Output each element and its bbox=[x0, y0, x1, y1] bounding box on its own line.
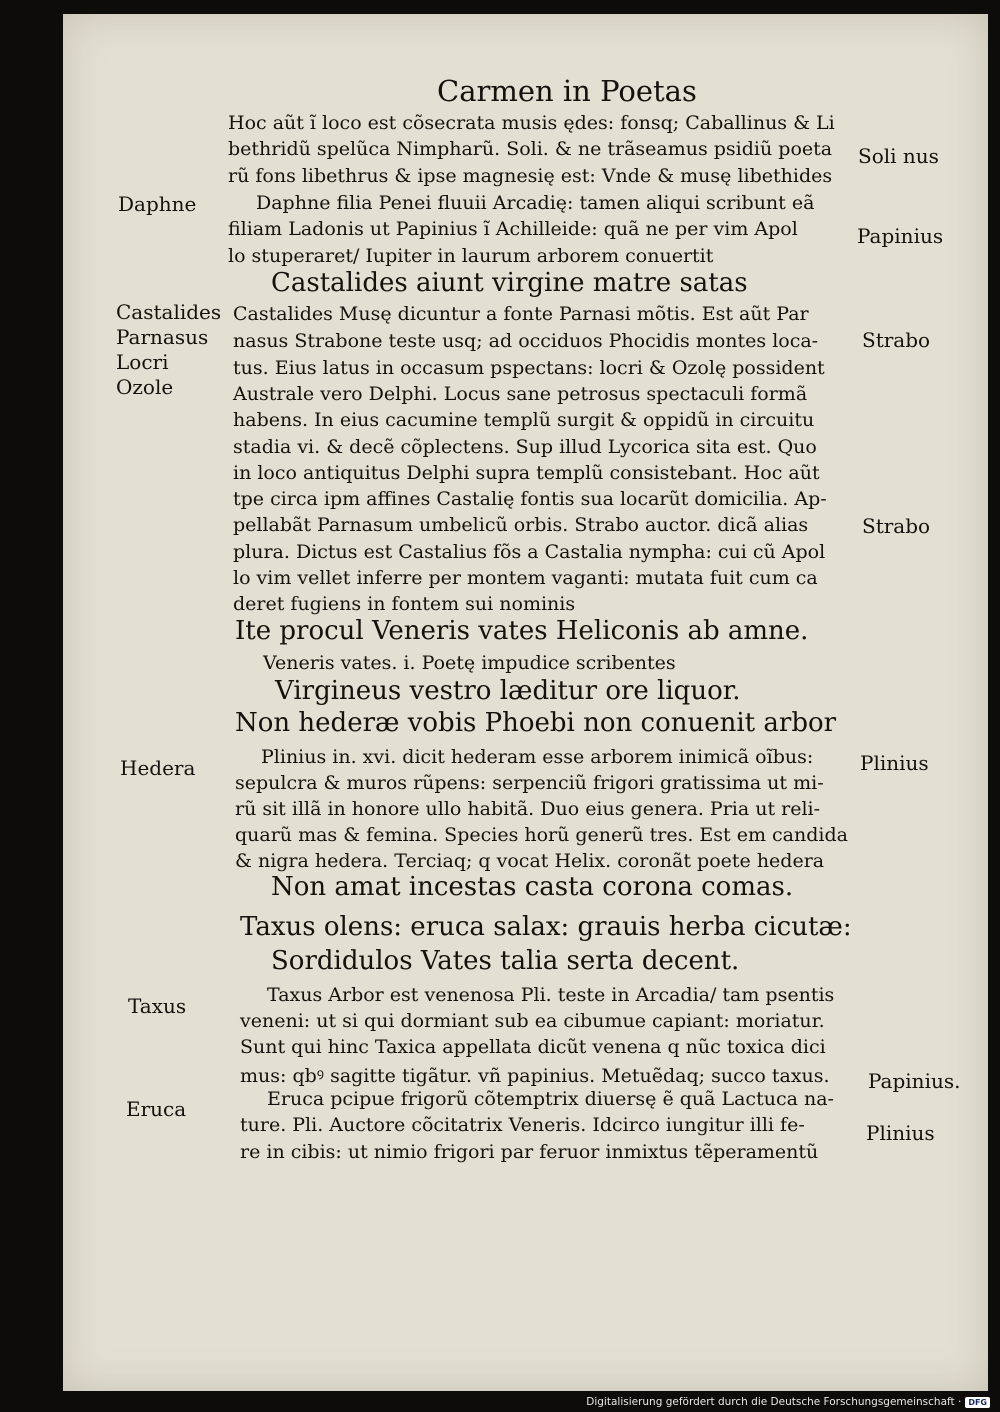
text-line: in loco antiquitus Delphi supra templũ consistebant. Hoc aũt bbox=[233, 462, 820, 484]
text-line: nasus Strabone teste usq; ad occiduos Phocidis montes loca- bbox=[233, 330, 819, 352]
text-line: filiam Ladonis ut Papinius ĩ Achilleide: quã ne per vim Apol bbox=[228, 218, 798, 240]
text-line: Eruca pcipue frigorũ cõtemptrix diuersę ẽ quã Lactuca na- bbox=[267, 1088, 834, 1110]
text-line: veneni: ut si qui dormiant sub ea cibumue capiant: moriatur. bbox=[240, 1010, 825, 1032]
text-line: rũ fons libethrus & ipse magnesię est: Vnde & musę libethides bbox=[228, 165, 833, 187]
margin-gloss-right: Strabo bbox=[862, 328, 931, 352]
text-line: deret fugiens in fontem sui nominis bbox=[233, 593, 576, 615]
dfg-logo: DFG bbox=[965, 1397, 990, 1408]
text-line: pellabãt Parnasum umbelicũ orbis. Strabo auctor. dicã alias bbox=[233, 514, 809, 536]
text-line: Daphne filia Penei fluuii Arcadię: tamen aliqui scribunt eã bbox=[256, 192, 815, 214]
book-page bbox=[63, 14, 988, 1391]
text-line: ture. Pli. Auctore cõcitatrix Veneris. Idcirco iungitur illi fe- bbox=[240, 1114, 805, 1136]
margin-gloss-left: Ozole bbox=[116, 375, 174, 399]
text-line: Hoc aũt ĩ loco est cõsecrata musis ędes: fonsq; Caballinus & Li bbox=[228, 112, 835, 134]
text-line: Taxus Arbor est venenosa Pli. teste in Arcadia/ tam psentis bbox=[267, 984, 835, 1006]
margin-gloss-left: Eruca bbox=[126, 1097, 187, 1121]
text-line: tpe circa ipm affines Castalię fontis sua locarũt domicilia. Ap- bbox=[233, 488, 827, 510]
verse-line: Castalides aiunt virgine matre satas bbox=[271, 268, 748, 298]
margin-gloss-right: Strabo bbox=[862, 514, 931, 538]
text-line: Australe vero Delphi. Locus sane petrosus spectaculi formã bbox=[233, 383, 808, 405]
text-line: lo stuperaret/ Iupiter in laurum arborem conuertit bbox=[228, 245, 714, 267]
funding-note: Digitalisierung gefördert durch die Deutsche Forschungsgemeinschaft · bbox=[586, 1396, 962, 1408]
text-line: mus: qbꝰ sagitte tigãtur. vñ papinius. Metuẽdaq; succo taxus. bbox=[240, 1065, 830, 1087]
margin-gloss-left: Daphne bbox=[118, 192, 197, 216]
text-line: tus. Eius latus in occasum pspectans: locri & Ozolę possident bbox=[233, 357, 825, 379]
margin-gloss-left: Taxus bbox=[128, 994, 187, 1018]
text-line: & nigra hedera. Terciaq; q vocat Helix. coronãt poete hedera bbox=[235, 850, 825, 872]
text-line: re in cibis: ut nimio frigori par feruor inmixtus tẽperamentũ bbox=[240, 1141, 819, 1163]
verse-line: Sordidulos Vates talia serta decent. bbox=[271, 946, 740, 976]
margin-gloss-right: Soli nus bbox=[858, 144, 939, 168]
verse-line: Non amat incestas casta corona comas. bbox=[271, 872, 794, 902]
margin-gloss-right: Plinius bbox=[860, 751, 929, 775]
verse-line: Ite procul Veneris vates Heliconis ab amne. bbox=[235, 616, 809, 646]
margin-gloss-right: Plinius bbox=[866, 1121, 935, 1145]
margin-gloss-left: Hedera bbox=[120, 756, 196, 780]
text-line: quarũ mas & femina. Species horũ generũ tres. Est em candida bbox=[235, 824, 848, 846]
page-title: Carmen in Poetas bbox=[437, 74, 697, 108]
verse-line: Virgineus vestro læditur ore liquor. bbox=[275, 676, 741, 706]
text-line: plura. Dictus est Castalius fõs a Castalia nympha: cui cũ Apol bbox=[233, 541, 826, 563]
margin-gloss-left: Parnasus bbox=[116, 325, 209, 349]
text-line: rũ sit illã in honore ullo habitã. Duo eius genera. Pria ut reli- bbox=[235, 798, 821, 820]
text-line: Castalides Musę dicuntur a fonte Parnasi mõtis. Est aũt Par bbox=[233, 303, 809, 325]
text-line: stadia vi. & decẽ cõplectens. Sup illud Lycorica sita est. Quo bbox=[233, 436, 817, 458]
verse-line: Non hederæ vobis Phoebi non conuenit arbor bbox=[235, 708, 837, 738]
margin-gloss-right: Papinius bbox=[857, 224, 944, 248]
text-line: bethridũ spelũca Nimpharũ. Soli. & ne trãseamus psidiũ poeta bbox=[228, 138, 833, 160]
verse-line: Taxus olens: eruca salax: grauis herba cicutæ: bbox=[240, 912, 852, 942]
text-line: sepulcra & muros rũpens: serpenciũ frigori gratissima ut mi- bbox=[235, 772, 824, 794]
digitization-footer bbox=[586, 1394, 990, 1410]
text-line: Sunt qui hinc Taxica appellata dicũt venena q nũc toxica dici bbox=[240, 1036, 826, 1058]
margin-gloss-left: Locri bbox=[116, 350, 169, 374]
margin-gloss-left: Castalides bbox=[116, 300, 222, 324]
text-line: lo vim vellet inferre per montem vaganti: mutata fuit cum ca bbox=[233, 567, 818, 589]
text-line: Plinius in. xvi. dicit hederam esse arborem inimicã oĩbus: bbox=[261, 746, 814, 768]
text-line: Veneris vates. i. Poetę impudice scribentes bbox=[263, 652, 676, 674]
text-line: habens. In eius cacumine templũ surgit & oppidũ in circuitu bbox=[233, 409, 815, 431]
margin-gloss-right: Papinius. bbox=[868, 1069, 961, 1093]
